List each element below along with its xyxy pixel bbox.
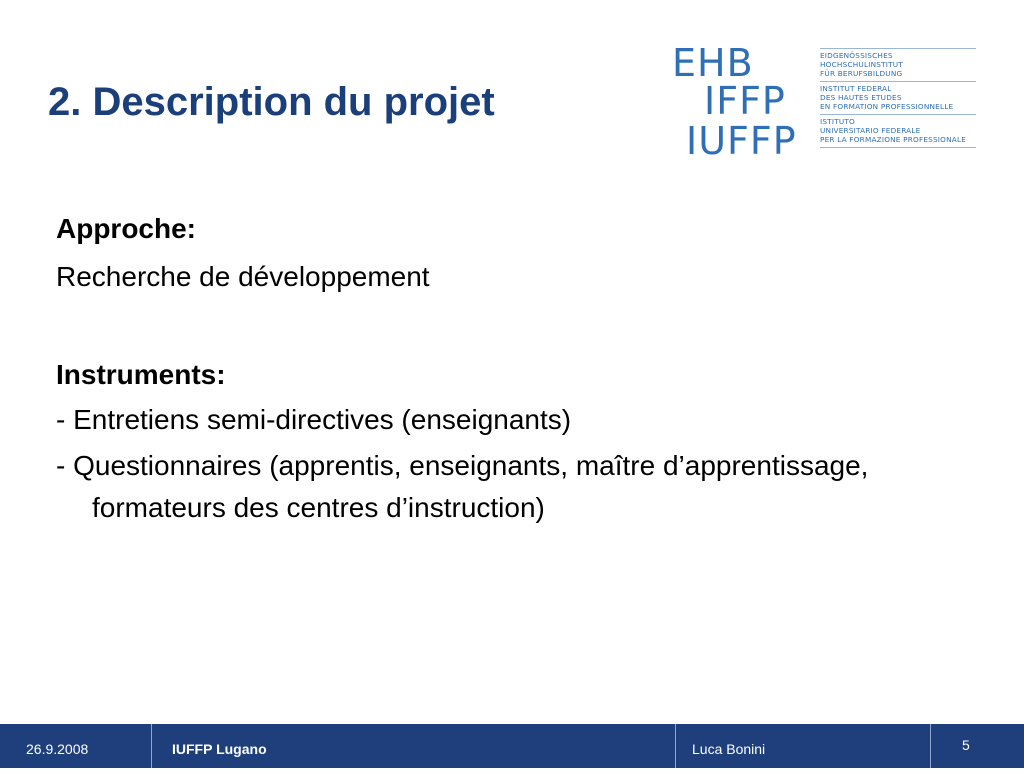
- logo-block-italian: [820, 114, 976, 148]
- logo-line: HOCHSCHULINSTITUT: [820, 60, 903, 69]
- spacer: [56, 301, 976, 351]
- institution-logo: [672, 41, 982, 163]
- slide-title: 2. Description du projet: [48, 80, 495, 124]
- instrument-item: - Entretiens semi-directives (enseignants): [56, 404, 572, 435]
- logo-lettermark-ehb: EHB: [672, 41, 754, 85]
- logo-line: PER LA FORMAZIONE PROFESSIONALE: [820, 135, 967, 144]
- slide-footer: [0, 724, 1024, 768]
- logo-text-blocks: [820, 48, 976, 148]
- footer-divider: [675, 724, 676, 768]
- logo-line: EN FORMATION PROFESSIONNELLE: [820, 102, 954, 111]
- logo-line: ISTITUTO: [820, 117, 855, 126]
- footer-date: 26.9.2008: [26, 741, 89, 757]
- approach-heading: Approche:: [56, 213, 196, 244]
- logo-line: UNIVERSITARIO FEDERALE: [820, 126, 921, 135]
- instrument-item: - Questionnaires (apprentis, enseignants, maître d’apprentissage, formateurs des centres d’instruction): [56, 450, 869, 523]
- footer-institution: IUFFP Lugano: [172, 741, 267, 757]
- footer-page-number: 5: [962, 737, 970, 753]
- slide-body: [56, 205, 976, 533]
- logo-line: FÜR BERUFSBILDUNG: [820, 69, 903, 78]
- approach-text: Recherche de développement: [56, 261, 430, 292]
- instruments-heading: Instruments:: [56, 359, 226, 390]
- footer-author: Luca Bonini: [692, 741, 766, 757]
- footer-divider: [151, 724, 152, 768]
- logo-lettermark-iuffp: IUFFP: [686, 119, 797, 163]
- logo-line: INSTITUT FEDERAL: [820, 84, 892, 93]
- logo-lettermark-iffp: IFFP: [704, 79, 786, 123]
- logo-block-german: [820, 48, 976, 81]
- footer-divider: [930, 724, 931, 768]
- logo-block-french: [820, 81, 976, 114]
- logo-line: EIDGENÖSSISCHES: [820, 51, 893, 60]
- logo-line: DES HAUTES ETUDES: [820, 93, 902, 102]
- logo-lettermark: [672, 41, 812, 163]
